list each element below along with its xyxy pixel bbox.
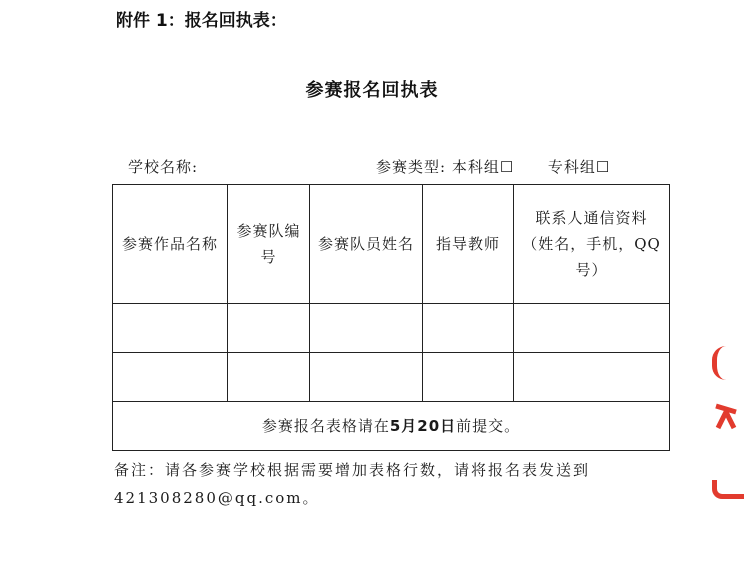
work-name-cell[interactable]: [113, 304, 228, 353]
red-stamp-fragment: [712, 402, 740, 432]
attachment-heading: 附件 1：报名回执表：: [116, 11, 287, 31]
header-contact-info: 联系人通信资料 （姓名，手机，QQ 号）: [514, 185, 670, 304]
work-name-cell[interactable]: [113, 353, 228, 402]
form-title: 参赛报名回执表: [305, 80, 439, 101]
option-vocational-checkbox[interactable]: 专科组☐: [547, 158, 611, 176]
stamp-stroke: [712, 402, 740, 432]
deadline-date: 5月20日: [389, 417, 457, 435]
contact-info-cell[interactable]: [514, 304, 670, 353]
school-name-label: 学校名称:: [128, 158, 199, 176]
remark-text: 备注：请各参赛学校根据需要增加表格行数，请将报名表发送到421308280@qq.com。: [114, 461, 591, 507]
table-row: [113, 353, 670, 402]
header-work-name: 参赛作品名称: [113, 185, 228, 304]
table-row: [113, 304, 670, 353]
header-row: [113, 185, 670, 304]
deadline-note: 参赛报名表格请在5月20日前提交。: [113, 402, 670, 451]
registration-table: [112, 184, 670, 451]
team-number-cell[interactable]: [228, 353, 310, 402]
header-advisor: 指导教师: [423, 185, 514, 304]
deadline-note-row: [113, 402, 670, 451]
option-undergrad-checkbox[interactable]: 本科组☐: [451, 158, 515, 176]
entry-type-row: [376, 156, 610, 177]
red-stamp-fragment: [712, 346, 744, 380]
contact-info-cell[interactable]: [514, 353, 670, 402]
member-names-cell[interactable]: [310, 304, 423, 353]
member-names-cell[interactable]: [310, 353, 423, 402]
advisor-cell[interactable]: [423, 353, 514, 402]
advisor-cell[interactable]: [423, 304, 514, 353]
team-number-cell[interactable]: [228, 304, 310, 353]
entry-type-label: 参赛类型:: [376, 158, 447, 176]
red-stamp-fragment: [712, 480, 744, 499]
header-team-number: 参赛队编 号: [228, 185, 310, 304]
header-member-names: 参赛队员姓名: [310, 185, 423, 304]
